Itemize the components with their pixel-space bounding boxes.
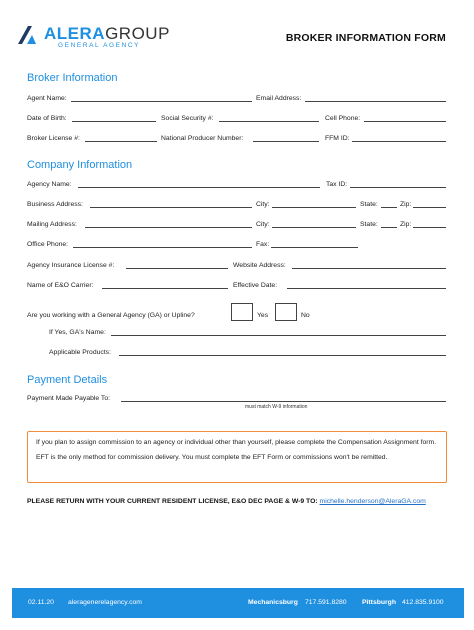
business-city-label: City: <box>256 201 270 208</box>
footer-phone-pittsburgh: 412.835.9100 <box>402 599 444 606</box>
email-field[interactable] <box>305 101 446 102</box>
broker-license-field[interactable] <box>85 141 157 142</box>
agency-name-label: Agency Name: <box>27 181 72 188</box>
w9-note: must match W-9 information <box>245 404 308 410</box>
website-field[interactable] <box>292 268 446 269</box>
agent-name-field[interactable] <box>71 101 252 102</box>
agency-name-field[interactable] <box>78 187 320 188</box>
payable-to-field[interactable] <box>121 401 446 402</box>
eft-notice: EFT is the only method for commission delivery. You must complete the EFT Form or commissions won't be remitted. <box>36 453 388 461</box>
broker-section-title: Broker Information <box>27 72 118 84</box>
ga-name-field[interactable] <box>111 335 446 336</box>
business-city-field[interactable] <box>272 207 356 208</box>
ga-yes-checkbox[interactable] <box>231 303 253 321</box>
logo-wordmark: ALERAGROUP <box>44 24 170 43</box>
applicable-products-label: Applicable Products: <box>49 349 111 356</box>
business-zip-field[interactable] <box>413 207 446 208</box>
footer-website-link[interactable]: aleragenerelagency.com <box>68 599 142 606</box>
mailing-address-label: Mailing Address: <box>27 221 77 228</box>
footer-bar <box>12 588 464 618</box>
business-state-label: State: <box>360 201 378 208</box>
effective-date-label: Effective Date: <box>233 282 278 289</box>
business-address-label: Business Address: <box>27 201 83 208</box>
mailing-zip-label: Zip: <box>400 221 412 228</box>
company-logo <box>18 24 168 50</box>
mailing-state-label: State: <box>360 221 378 228</box>
mailing-city-field[interactable] <box>272 227 356 228</box>
mailing-state-field[interactable] <box>381 227 397 228</box>
effective-date-field[interactable] <box>287 288 446 289</box>
ssn-label: Social Security #: <box>161 115 214 122</box>
return-email-link[interactable]: michelle.henderson@AleraGA.com <box>319 498 426 505</box>
compensation-assignment-notice: If you plan to assign commission to an agency or individual other than yourself, please complete the Compensation Assignment form. <box>36 439 437 446</box>
npn-field[interactable] <box>253 141 319 142</box>
eo-carrier-label: Name of E&O Carrier: <box>27 282 94 289</box>
agent-name-label: Agent Name: <box>27 95 67 102</box>
insurance-license-label: Agency Insurance License #: <box>27 262 115 269</box>
business-zip-label: Zip: <box>400 201 412 208</box>
payable-to-label: Payment Made Payable To: <box>27 395 110 402</box>
ga-no-label: No <box>301 312 310 319</box>
insurance-license-field[interactable] <box>126 268 228 269</box>
ga-name-label: If Yes, GA's Name: <box>49 329 106 336</box>
tax-id-label: Tax ID: <box>326 181 348 188</box>
cell-phone-label: Cell Phone: <box>325 115 361 122</box>
return-instructions <box>27 498 426 505</box>
commission-notice-box <box>27 431 447 483</box>
mailing-zip-field[interactable] <box>413 227 446 228</box>
eo-carrier-field[interactable] <box>102 288 228 289</box>
mailing-city-label: City: <box>256 221 270 228</box>
npn-label: National Producer Number: <box>161 135 244 142</box>
business-address-field[interactable] <box>90 207 252 208</box>
logo-subtitle: GENERAL AGENCY <box>58 42 141 49</box>
footer-date: 02.11.20 <box>28 599 54 606</box>
ga-question-label: Are you working with a General Agency (GA) or Upline? <box>27 312 195 319</box>
business-state-field[interactable] <box>381 207 397 208</box>
ffm-id-label: FFM ID: <box>325 135 350 142</box>
footer-city-pittsburgh: Pittsburgh <box>362 599 396 606</box>
tax-id-field[interactable] <box>350 187 446 188</box>
dob-field[interactable] <box>72 121 156 122</box>
office-phone-label: Office Phone: <box>27 241 69 248</box>
ffm-id-field[interactable] <box>352 141 446 142</box>
fax-label: Fax: <box>256 241 270 248</box>
broker-license-label: Broker License #: <box>27 135 80 142</box>
ga-no-checkbox[interactable] <box>275 303 297 321</box>
footer-city-mechanicsburg: Mechanicsburg <box>248 599 298 606</box>
website-label: Website Address: <box>233 262 286 269</box>
office-phone-field[interactable] <box>73 247 252 248</box>
cell-phone-field[interactable] <box>364 121 446 122</box>
footer-phone-mechanicsburg: 717.591.8280 <box>305 599 347 606</box>
ga-yes-label: Yes <box>257 312 269 319</box>
payment-section-title: Payment Details <box>27 374 108 386</box>
ssn-field[interactable] <box>219 121 319 122</box>
applicable-products-field[interactable] <box>119 355 446 356</box>
mailing-address-field[interactable] <box>85 227 252 228</box>
fax-field[interactable] <box>271 247 358 248</box>
alera-logo-mark-icon <box>18 24 40 46</box>
return-text: PLEASE RETURN WITH YOUR CURRENT RESIDENT LICENSE, E&O DEC PAGE & W-9 TO: <box>27 498 320 505</box>
form-title: BROKER INFORMATION FORM <box>285 32 446 44</box>
company-section-title: Company Information <box>27 159 133 171</box>
email-label: Email Address: <box>256 95 302 102</box>
dob-label: Date of Birth: <box>27 115 67 122</box>
